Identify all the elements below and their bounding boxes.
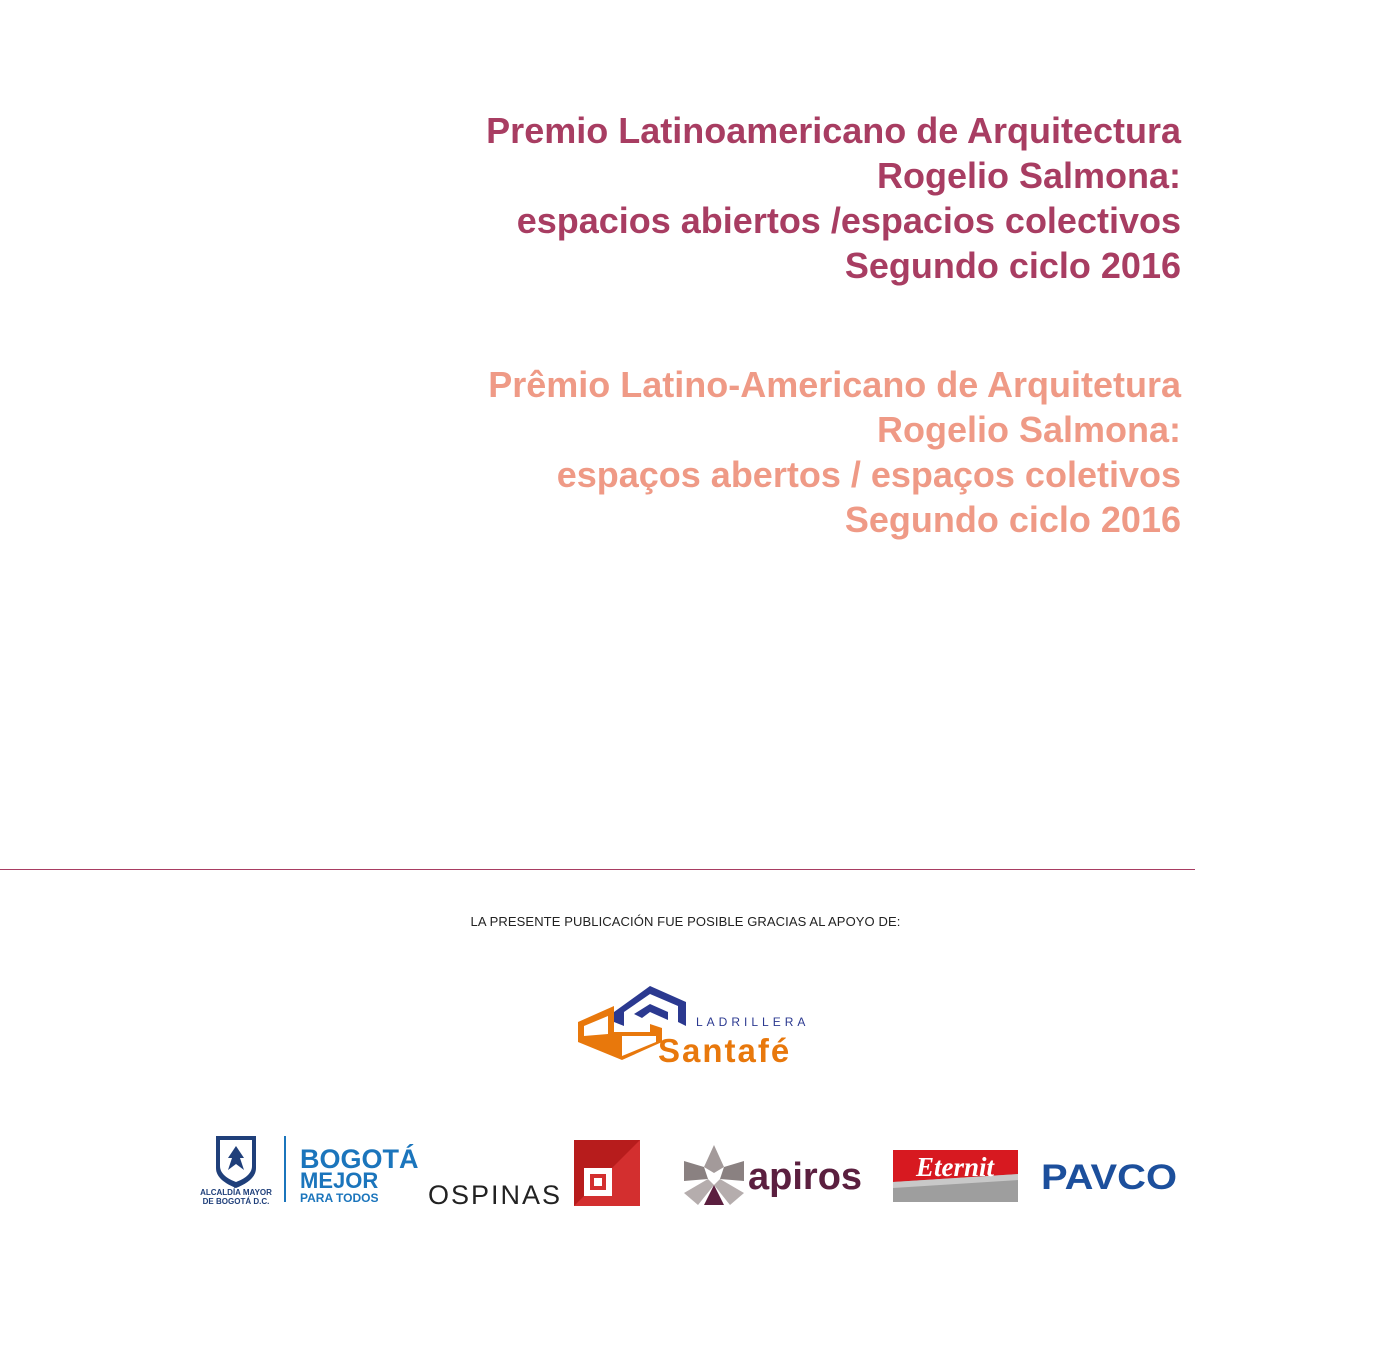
title-spanish [486, 108, 1181, 288]
divider-line [0, 869, 1195, 870]
apiros-logo [680, 1143, 872, 1209]
bogota-slogan-line-3: PARA TODOS [300, 1191, 379, 1205]
title-pt-line-3: espaços abertos / espaços coletivos [556, 454, 1181, 495]
title-es-line-4: Segundo ciclo 2016 [844, 245, 1181, 286]
santafe-logo [578, 984, 823, 1068]
santafe-name-text: Santafé [658, 1032, 792, 1069]
bogota-slogan-line-2: MEJOR [300, 1168, 379, 1193]
alcaldia-line-2: DE BOGOTÁ D.C. [202, 1197, 270, 1206]
title-es-line-1: Premio Latinoamericano de Arquitectura [486, 110, 1181, 151]
bogota-slogan-line-1: BOGOTÁ [300, 1144, 419, 1174]
eternit-text: Eternit [915, 1152, 995, 1182]
support-note: LA PRESENTE PUBLICACIÓN FUE POSIBLE GRACIAS AL APOYO DE: [470, 914, 901, 929]
bogota-logo [198, 1132, 419, 1207]
title-pt-line-1: Prêmio Latino-Americano de Arquitetura [488, 364, 1181, 405]
pavco-text: PAVCO [1041, 1158, 1177, 1197]
ospinas-logo [426, 1138, 642, 1208]
title-pt-line-2: Rogelio Salmona: [876, 409, 1181, 450]
apiros-star-icon [684, 1145, 744, 1205]
pavco-logo [1041, 1155, 1179, 1195]
ospinas-text: OSPINAS [428, 1180, 563, 1210]
title-portuguese [488, 362, 1181, 542]
title-pt-line-4: Segundo ciclo 2016 [844, 499, 1181, 540]
apiros-text: apiros [748, 1156, 863, 1198]
title-es-line-2: Rogelio Salmona: [876, 155, 1181, 196]
santafe-top-text: LADRILLERA [696, 1015, 810, 1029]
title-es-line-3: espacios abiertos /espacios colectivos [516, 200, 1181, 241]
santafe-blue-inner [634, 1004, 668, 1020]
eternit-logo [893, 1150, 1018, 1202]
alcaldia-line-1: ALCALDÍA MAYOR [200, 1188, 272, 1197]
